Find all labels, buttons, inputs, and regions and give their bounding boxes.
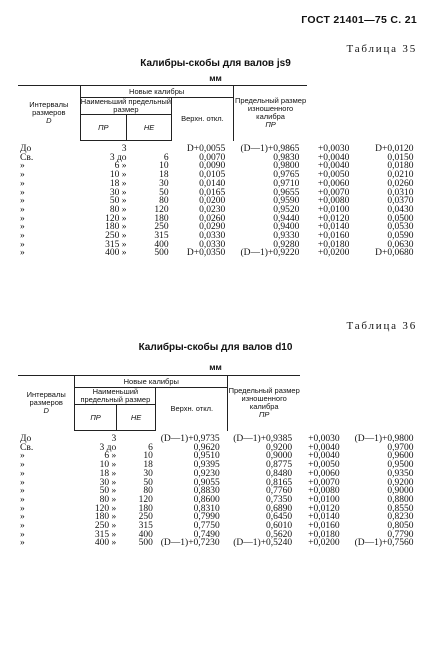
cell-interval-from: 250 » — [94, 521, 117, 532]
cell-worn-pr: 0,0310 — [387, 187, 414, 198]
cell-pr: (D—1)+0,7230 — [160, 538, 220, 549]
cell-interval-prefix: » — [20, 231, 25, 242]
cell-pr: (D—1)+0,9735 — [160, 433, 220, 444]
cell-upper-dev: +0,0120 — [308, 503, 340, 514]
cell-pr: 0,8310 — [193, 503, 220, 514]
cell-worn-pr: 0,0500 — [387, 213, 414, 224]
cell-ne: 0,9765 — [273, 170, 300, 181]
cell-upper-dev: +0,0180 — [317, 239, 350, 250]
cell-interval-to: 180 — [154, 213, 169, 224]
cell-interval-from: 10 » — [109, 170, 127, 181]
cell-worn-pr: 0,0370 — [387, 196, 414, 207]
cell-worn-pr: 0,0210 — [387, 170, 414, 181]
cell-interval-prefix: » — [20, 204, 25, 215]
cell-interval-to: 180 — [138, 503, 153, 514]
cell-interval-prefix: » — [20, 196, 25, 207]
cell-upper-dev: +0,0100 — [308, 494, 340, 505]
cell-ne: 0,9000 — [266, 451, 293, 462]
cell-pr: 0,8830 — [193, 486, 220, 497]
cell-ne: (D—1)+0,9865 — [240, 143, 300, 154]
cell-interval-prefix: Св. — [20, 152, 34, 163]
cell-interval-from: 10 » — [99, 460, 117, 471]
cell-pr: 0,0230 — [199, 204, 226, 215]
cell-interval-from: 120 » — [94, 503, 117, 514]
cell-interval-from: 30 » — [109, 187, 127, 198]
cell-interval-to: 120 — [138, 494, 153, 505]
cell-ne: 0,5620 — [266, 529, 293, 540]
cell-ne: 0,9520 — [273, 204, 300, 215]
cell-interval-from: 3 — [111, 434, 117, 444]
header-pr: ПР — [90, 412, 101, 422]
table-row — [18, 249, 420, 258]
header-worn-label: Предельный размер изношенного калибра — [228, 386, 300, 412]
header-intervals-label: Интервалы размеров — [26, 390, 66, 408]
cell-pr: 0,0330 — [199, 239, 226, 250]
cell-upper-dev: +0,0070 — [317, 187, 350, 198]
header-worn-pr: ПР — [265, 120, 276, 130]
cell-ne: 0,7760 — [266, 486, 293, 497]
cell-interval-prefix: » — [20, 477, 25, 488]
cell-worn-pr: 0,9000 — [387, 486, 414, 497]
cell-upper-dev: +0,0040 — [308, 442, 340, 453]
cell-interval-prefix: » — [20, 529, 25, 540]
cell-interval-from: 6 » — [104, 451, 117, 462]
cell-interval-prefix: » — [20, 538, 25, 549]
cell-ne: 0,9590 — [273, 196, 300, 207]
data-table — [18, 85, 420, 258]
cell-pr: 0,7750 — [193, 521, 220, 532]
header-upper-dev: Верхн. откл. — [172, 98, 234, 141]
cell-pr: 0,7490 — [193, 529, 220, 540]
cell-interval-from: 18 » — [109, 178, 127, 189]
cell-interval-prefix: » — [20, 486, 25, 497]
cell-upper-dev: +0,0180 — [308, 529, 340, 540]
cell-upper-dev: +0,0200 — [308, 538, 340, 549]
cell-ne: 0,9440 — [273, 213, 300, 224]
table-label: Таблица 35 — [346, 43, 417, 55]
cell-interval-to: 80 — [159, 196, 169, 207]
header-worn-label: Предельный размер изношенного калибра — [234, 96, 307, 122]
cell-interval-prefix: » — [20, 494, 25, 505]
cell-worn-pr: 0,0530 — [387, 222, 414, 233]
header-intervals — [18, 376, 75, 431]
cell-worn-pr: 0,9700 — [387, 442, 414, 453]
table-body — [18, 431, 420, 549]
cell-interval-to: 400 — [154, 239, 169, 250]
cell-interval-from: 80 » — [109, 204, 127, 215]
table-body — [18, 141, 420, 259]
cell-worn-pr: 0,8050 — [387, 521, 414, 532]
cell-interval-prefix: » — [20, 161, 25, 172]
cell-worn-pr: 0,0630 — [387, 239, 414, 250]
cell-pr: 0,9510 — [193, 451, 220, 462]
cell-interval-prefix: » — [20, 451, 25, 462]
cell-interval-prefix: » — [20, 213, 25, 224]
cell-interval-to: 315 — [154, 231, 169, 242]
cell-interval-from: 400 » — [105, 248, 127, 259]
cell-ne: 0,6010 — [266, 521, 293, 532]
header-ne: НЕ — [143, 122, 155, 132]
cell-interval-to: 400 — [138, 529, 153, 540]
header-upper-dev: Верхн. откл. — [156, 388, 228, 431]
cell-ne: 0,6890 — [266, 503, 293, 514]
cell-pr: 0,0070 — [199, 152, 226, 163]
cell-pr: 0,9395 — [193, 460, 220, 471]
cell-interval-prefix: » — [20, 521, 25, 532]
cell-interval-from: 18 » — [99, 468, 117, 479]
cell-upper-dev: +0,0140 — [317, 222, 350, 233]
cell-ne: (D—1)+0,9385 — [233, 433, 293, 444]
cell-pr: 0,8600 — [193, 494, 220, 505]
page-header: ГОСТ 21401—75 С. 21 — [301, 14, 417, 26]
header-ne: НЕ — [130, 412, 142, 422]
cell-interval-from: 400 » — [94, 538, 117, 549]
cell-ne: 0,9800 — [273, 161, 300, 172]
cell-interval-to: 120 — [154, 204, 169, 215]
cell-ne: 0,9400 — [273, 222, 300, 233]
cell-upper-dev: +0,0160 — [317, 231, 350, 242]
cell-interval-to — [116, 431, 156, 444]
cell-interval-to: 50 — [159, 187, 169, 198]
cell-interval-prefix: До — [20, 433, 32, 444]
table-title: Калибры-скобы для валов d10 — [138, 342, 293, 353]
cell-pr: 0,9055 — [193, 477, 220, 488]
cell-interval-to: 250 — [138, 512, 153, 523]
cell-interval-to: 6 — [163, 152, 169, 163]
header-min-size: Наименьший предельный размер — [75, 388, 156, 405]
cell-worn-pr: 0,9350 — [387, 468, 414, 479]
cell-upper-dev: +0,0200 — [317, 248, 350, 259]
cell-interval-from: 6 » — [114, 161, 127, 172]
cell-interval-prefix: » — [20, 187, 25, 198]
cell-ne: 0,7350 — [266, 494, 293, 505]
cell-worn-pr: 0,0430 — [387, 204, 414, 215]
cell-pr: 0,0330 — [199, 231, 226, 242]
cell-interval-to: 10 — [143, 451, 153, 462]
cell-ne: 0,9280 — [273, 239, 300, 250]
header-worn-pr: ПР — [258, 410, 270, 420]
cell-worn-pr: (D—1)+0,9800 — [354, 433, 414, 444]
cell-interval-from: 180 » — [94, 512, 117, 523]
cell-interval-from: 180 » — [105, 222, 127, 233]
header-min-size: Наименьший предельный размер — [80, 97, 171, 114]
cell-interval-to: 500 — [154, 248, 169, 259]
cell-upper-dev: +0,0030 — [317, 143, 350, 154]
cell-ne: 0,6450 — [266, 512, 293, 523]
cell-interval-from: 3 — [121, 144, 127, 154]
cell-interval-prefix: » — [20, 460, 25, 471]
cell-worn-pr: 0,0150 — [387, 152, 414, 163]
cell-interval-to: 50 — [143, 477, 153, 488]
header-d-label: D — [46, 116, 52, 126]
cell-interval-prefix: До — [20, 143, 32, 154]
cell-interval-to — [127, 141, 172, 154]
table-unit: мм — [209, 362, 222, 372]
cell-interval-prefix: » — [20, 170, 25, 181]
cell-interval-prefix: » — [20, 468, 25, 479]
table-row — [18, 539, 420, 548]
cell-upper-dev: +0,0060 — [308, 468, 340, 479]
cell-ne: 0,9655 — [273, 187, 300, 198]
cell-interval-to: 6 — [148, 442, 153, 453]
cell-worn-pr: 0,9600 — [387, 451, 414, 462]
table-row — [18, 141, 420, 154]
cell-interval-to: 315 — [138, 521, 153, 532]
cell-upper-dev: +0,0080 — [308, 486, 340, 497]
cell-interval-to: 18 — [143, 460, 153, 471]
cell-interval-prefix: » — [20, 178, 25, 189]
cell-pr: D+0,0055 — [186, 143, 226, 154]
cell-interval-from: 120 » — [105, 213, 127, 224]
cell-interval-to: 80 — [143, 486, 153, 497]
cell-upper-dev: +0,0120 — [317, 213, 350, 224]
cell-interval-prefix: » — [20, 239, 25, 250]
cell-interval-from: 3 до — [99, 442, 117, 453]
cell-worn-pr: 0,0260 — [387, 178, 414, 189]
header-intervals — [18, 86, 80, 141]
cell-worn-pr: 0,0590 — [387, 231, 414, 242]
cell-worn-pr: 0,8230 — [387, 512, 414, 523]
header-new-calibers: Новые калибры — [75, 376, 228, 388]
cell-upper-dev: +0,0140 — [308, 512, 340, 523]
cell-pr: 0,0200 — [199, 196, 226, 207]
cell-worn-pr: 0,9500 — [387, 460, 414, 471]
header-intervals-label: Интервалы размеров — [29, 100, 69, 118]
cell-upper-dev: +0,0040 — [317, 152, 350, 163]
cell-interval-prefix: » — [20, 222, 25, 233]
cell-interval-from: 80 » — [99, 494, 117, 505]
cell-interval-prefix: » — [20, 512, 25, 523]
cell-interval-from: 3 до — [109, 152, 127, 163]
table-unit: мм — [209, 73, 222, 83]
cell-ne: (D—1)+0,9220 — [240, 248, 300, 259]
cell-pr: 0,0165 — [199, 187, 226, 198]
cell-worn-pr: 0,8800 — [387, 494, 414, 505]
cell-pr: 0,0090 — [199, 161, 226, 172]
cell-interval-from: 315 » — [105, 239, 127, 250]
cell-interval-from: 30 » — [99, 477, 117, 488]
cell-ne: 0,8480 — [266, 468, 293, 479]
cell-pr: 0,9230 — [193, 468, 220, 479]
header-d-label: D — [43, 406, 49, 416]
cell-ne: 0,9830 — [273, 152, 300, 163]
cell-pr: 0,7990 — [193, 512, 220, 523]
cell-ne: 0,9330 — [273, 231, 300, 242]
cell-interval-from: 50 » — [99, 486, 117, 497]
cell-interval-from: 50 » — [109, 196, 127, 207]
cell-interval-from: 315 » — [94, 529, 117, 540]
cell-worn-pr: D+0,0120 — [375, 143, 414, 154]
cell-worn-pr: (D—1)+0,7560 — [354, 538, 414, 549]
cell-ne: 0,8165 — [266, 477, 293, 488]
table-label: Таблица 36 — [346, 320, 417, 332]
cell-upper-dev: +0,0060 — [317, 178, 350, 189]
table-row — [18, 431, 420, 444]
cell-interval-to: 250 — [154, 222, 169, 233]
cell-upper-dev: +0,0030 — [308, 433, 340, 444]
header-worn — [233, 86, 307, 141]
cell-interval-to: 30 — [143, 468, 153, 479]
cell-pr: 0,0290 — [199, 222, 226, 233]
cell-upper-dev: +0,0160 — [308, 521, 340, 532]
cell-ne: (D—1)+0,5240 — [233, 538, 293, 549]
cell-interval-to: 30 — [159, 178, 169, 189]
cell-upper-dev: +0,0050 — [317, 170, 350, 181]
cell-ne: 0,8775 — [266, 460, 293, 471]
cell-upper-dev: +0,0100 — [317, 204, 350, 215]
cell-worn-pr: D+0,0680 — [375, 248, 414, 259]
cell-worn-pr: 0,9200 — [387, 477, 414, 488]
cell-pr: D+0,0350 — [186, 248, 226, 259]
cell-pr: 0,0260 — [199, 213, 226, 224]
cell-upper-dev: +0,0050 — [308, 460, 340, 471]
cell-worn-pr: 0,0180 — [387, 161, 414, 172]
cell-interval-to: 500 — [138, 538, 153, 549]
cell-upper-dev: +0,0040 — [317, 161, 350, 172]
cell-interval-to: 10 — [159, 161, 169, 172]
header-worn — [228, 376, 300, 431]
cell-interval-prefix: » — [20, 248, 25, 259]
cell-worn-pr: 0,8550 — [387, 503, 414, 514]
header-new-calibers: Новые калибры — [80, 86, 233, 98]
cell-interval-to: 18 — [159, 170, 169, 181]
cell-pr: 0,0140 — [199, 178, 226, 189]
cell-pr: 0,0105 — [199, 170, 226, 181]
cell-ne: 0,9200 — [266, 442, 293, 453]
cell-interval-prefix: Св. — [20, 442, 34, 453]
data-table — [18, 375, 420, 548]
cell-interval-from: 250 » — [105, 231, 127, 242]
cell-worn-pr: 0,7790 — [387, 529, 414, 540]
header-pr: ПР — [98, 122, 109, 132]
cell-upper-dev: +0,0070 — [308, 477, 340, 488]
cell-pr: 0,9620 — [193, 442, 220, 453]
table-title: Калибры-скобы для валов js9 — [140, 58, 291, 69]
cell-upper-dev: +0,0080 — [317, 196, 350, 207]
cell-interval-prefix: » — [20, 503, 25, 514]
cell-ne: 0,9710 — [273, 178, 300, 189]
cell-upper-dev: +0,0040 — [308, 451, 340, 462]
